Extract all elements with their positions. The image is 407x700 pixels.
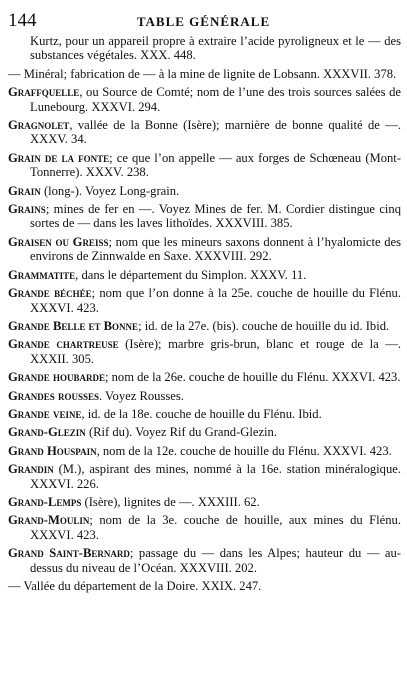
index-entry: Grand Saint-Bernard; passage du — dans les Alpes; hauteur du — au-dessus du niveau de l’Océan. XXXVIII. 202. xyxy=(8,546,401,575)
index-entry: Grain de la fonte; ce que l’on appelle — aux forges de Schœneau (Mont-Tonnerre). XXXV. 238. xyxy=(8,150,401,180)
index-entry: Grain (long-). Voyez Long-grain. xyxy=(8,183,180,198)
index-entry: — Vallée du département de la Doire. XXIX. 247. xyxy=(8,579,262,593)
index-entries xyxy=(8,34,401,597)
index-entry: Grandes rousses. Voyez Rousses. xyxy=(8,388,184,403)
index-entry: — Minéral; fabrication de — à la mine de lignite de Lobsann. XXXVII. 378. xyxy=(8,66,397,81)
index-entry: Grand Houspain, nom de la 12e. couche de houille du Flénu. XXXVI. 423. xyxy=(8,443,392,458)
index-entry: Gragnolet, vallée de la Bonne (Isère); marnière de bonne qualité de —. XXXV. 34. xyxy=(8,118,401,147)
index-entry: Grains; mines de fer en —. Voyez Mines de fer. M. Cordier distingue cinq sortes de — dans les laves lithoïdes. XXXVIII. 385. xyxy=(8,202,401,231)
index-entry: Grande Belle et Bonne; id. de la 27e. (bis). couche de houille du id. Ibid. xyxy=(8,318,390,333)
index-entry: Kurtz, pour un appareil propre à extraire l’acide pyroligneux et le — des substances végétales. XXX. 448. xyxy=(30,34,401,63)
page-number: 144 xyxy=(8,10,37,31)
page-header xyxy=(8,10,399,34)
index-entry: Graffquelle, ou Source de Comté; nom de l’une des trois sources salées de Lunebourg. XXXVI. 294. xyxy=(8,85,401,114)
index-entry: Graisen ou Greiss; nom que les mineurs saxons donnent à l’hyalomicte des environs de Zinnwalde en Saxe. XXXVIII. 292. xyxy=(8,234,401,264)
index-entry: Grande chartreuse (Isère); marbre gris-brun, blanc et rouge de la —. XXXII. 305. xyxy=(8,337,401,366)
index-entry: Grand-Glezin (Rif du). Voyez Rif du Grand-Glezin. xyxy=(8,425,277,440)
index-entry: Grande veine, id. de la 18e. couche de houille du Flénu. Ibid. xyxy=(8,406,322,421)
index-entry: Grammatite, dans le département du Simplon. XXXV. 11. xyxy=(8,267,307,282)
running-title: TABLE GÉNÉRALE xyxy=(136,14,271,29)
index-entry: Grandin (M.), aspirant des mines, nommé à la 16e. station minéralogique. XXXVI. 226. xyxy=(8,462,401,491)
index-entry: Grande béchée; nom que l’on donne à la 25e. couche de houille du Flénu. XXXVI. 423. xyxy=(8,286,401,315)
index-entry: Grand-Lemps (Isère), lignites de —. XXXIII. 62. xyxy=(8,494,260,509)
index-entry: Grand-Moulin; nom de la 3e. couche de houille, aux mines du Flénu. XXXVI. 423. xyxy=(8,513,401,542)
index-entry: Grande houbarde; nom de la 26e. couche de houille du Flénu. XXXVI. 423. xyxy=(8,370,401,385)
